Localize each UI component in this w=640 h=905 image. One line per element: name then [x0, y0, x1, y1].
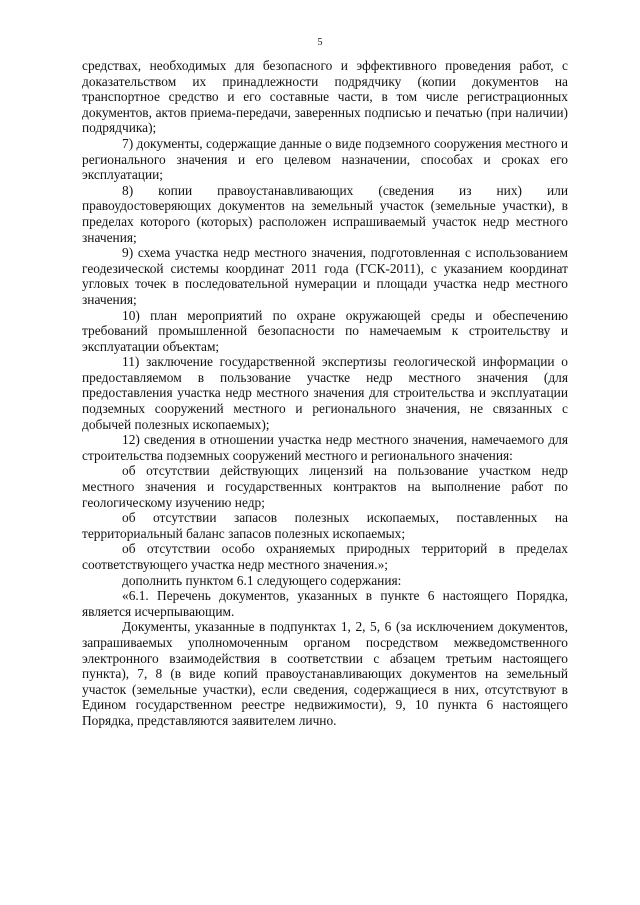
paragraph-item-7: 7) документы, содержащие данные о виде подземного сооружения местного и регионального значения и его целевом назначении, способах и сроках его эксплуатации;	[82, 135, 568, 183]
paragraph-clause-6-1: «6.1. Перечень документов, указанных в пункте 6 настоящего Порядка, является исчерпывающим.	[82, 588, 568, 619]
page-number: 5	[317, 37, 323, 48]
paragraph-no-licenses: об отсутствии действующих лицензий на пользование участком недр местного значения и государственных контрактов на выполнение работ по геологическому изучению недр;	[82, 463, 568, 510]
paragraph-continuation: средствах, необходимых для безопасного и эффективного проведения работ, с доказательством их принадлежности подрядчику (копии документов на транспортное средство и его составные части, в том числе регистрационных документов, актов приема-передачи, заверенных подписью и печатью (при наличии) подрядчика);	[82, 58, 568, 136]
paragraph-item-8: 8) копии правоустанавливающих (сведения из них) или правоудостоверяющих документов на земельный участок (земельные участки), в пределах которого (которых) расположен испрашиваемый участок недр местного значения;	[82, 182, 568, 245]
paragraph-no-protected-areas: об отсутствии особо охраняемых природных территорий в пределах соответствующего участка недр местного значения.»;	[82, 541, 568, 572]
paragraph-no-reserves: об отсутствии запасов полезных ископаемых, поставленных на территориальный баланс запасов полезных ископаемых;	[82, 510, 568, 541]
paragraph-item-9: 9) схема участка недр местного значения, подготовленная с использованием геодезической системы координат 2011 года (ГСК-2011), с указанием координат угловых точек в последовательной нумерации и площади участка недр местного значения;	[82, 245, 568, 307]
paragraph-item-12: 12) сведения в отношении участка недр местного значения, намечаемого для строительства подземных сооружений местного и регионального значения:	[82, 432, 568, 463]
paragraph-item-11: 11) заключение государственной экспертизы геологической информации о предоставляемом в пользование участке недр местного значения (для предоставления участка недр местного значения для строительства и эксплуатации подземных сооружений местного и регионального значения, не связанных с добычей полезных ископаемых);	[82, 354, 568, 432]
paragraph-documents-submission: Документы, указанные в подпунктах 1, 2, 5, 6 (за исключением документов, запрашиваемых уполномоченным органом посредством межведомственного электронного взаимодействия в соответствии с абзацем третьим настоящего пункта), 7, 8 (в виде копий правоустанавливающих документов на земельный участок (земельные участки), если сведения, содержащиеся в них, отсутствуют в Едином государственном реестре недвижимости), 9, 10 пункта 6 настоящего Порядка, представляются заявителем лично.	[82, 619, 568, 728]
document-body	[82, 58, 568, 729]
paragraph-add-clause: дополнить пунктом 6.1 следующего содержания:	[122, 572, 402, 588]
paragraph-item-10: 10) план мероприятий по охране окружающей среды и обеспечению требований промышленной безопасности по намечаемым к строительству и эксплуатации объектам;	[82, 307, 568, 354]
